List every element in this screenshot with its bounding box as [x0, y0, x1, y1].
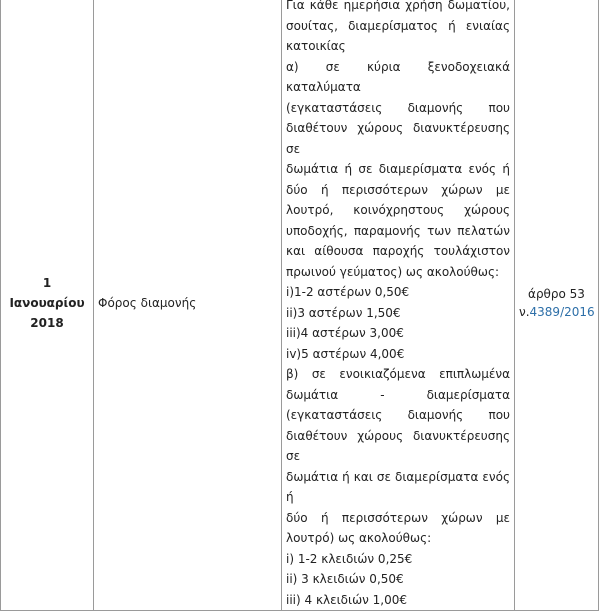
- law-reference: [519, 305, 595, 319]
- effective-date-line-1: 1 Ιανουαρίου: [9, 275, 85, 310]
- description-line: α) σε κύρια ξενοδοχειακά καταλύματα: [286, 59, 510, 94]
- table-row: [1, 0, 599, 611]
- description-line: διαθέτουν χώρους διανυκτέρευσης σε: [286, 121, 510, 156]
- description-line: i)1-2 αστέρων 0,50€: [286, 285, 410, 299]
- description-line: β) σε ενοικιαζόμενα επιπλωμένα: [286, 367, 510, 381]
- description-line: δωμάτια ή σε διαμερίσματα ενός ή: [286, 162, 510, 176]
- tax-name: Φόρος διαμονής: [98, 295, 197, 310]
- article-reference: άρθρο 53: [528, 286, 585, 301]
- description-line: δύο ή περισσότερων χώρων με: [286, 182, 510, 197]
- effective-date-line-2: 2018: [30, 315, 64, 330]
- description-line: υποδοχής, παραμονής των πελατών: [286, 223, 510, 238]
- description-line: πρωινού γεύματος) ως ακολούθως:: [286, 264, 500, 279]
- description-line: iii)4 αστέρων 3,00€: [286, 326, 404, 340]
- description-line: δωμάτια ή και σε διαμερίσματα ενός ή: [286, 469, 510, 504]
- description-line: λουτρό) ως ακολούθως:: [286, 531, 432, 545]
- description-line: κατοικίας: [286, 39, 346, 53]
- description-line: λουτρό, κοινόχρηστους χώρους: [286, 203, 510, 217]
- description-line: διαθέτουν χώρους διανυκτέρευσης σε: [286, 428, 510, 463]
- description-line: (εγκαταστάσεις διαμονής που: [286, 100, 510, 115]
- description-line: και αίθουσα παροχής τουλάχιστον: [286, 244, 510, 258]
- legal-reference-cell: [515, 0, 599, 611]
- description-line: iv)5 αστέρων 4,00€: [286, 346, 405, 361]
- effective-date-cell: [1, 0, 94, 611]
- description-line: δωμάτια - διαμερίσματα: [286, 387, 510, 402]
- description-line: Για κάθε ημερήσια χρήση δωματίου,: [286, 0, 510, 12]
- description-line: δύο ή περισσότερων χώρων με: [286, 510, 510, 525]
- description-line: (εγκαταστάσεις διαμονής που: [286, 408, 510, 422]
- description-line: ii)3 αστέρων 1,50€: [286, 305, 401, 320]
- tax-description: [286, 0, 510, 610]
- tax-description-cell: [282, 0, 515, 611]
- description-line: σουίτας, διαμερίσματος ή ενιαίας: [286, 18, 510, 33]
- law-link[interactable]: 4389/2016: [529, 304, 595, 319]
- description-line: i) 1-2 κλειδιών 0,25€: [286, 551, 413, 566]
- tax-name-cell: [94, 0, 282, 611]
- description-line: ii) 3 κλειδιών 0,50€: [286, 572, 404, 586]
- description-line: iii) 4 κλειδιών 1,00€: [286, 592, 407, 607]
- law-prefix: ν.: [519, 304, 530, 319]
